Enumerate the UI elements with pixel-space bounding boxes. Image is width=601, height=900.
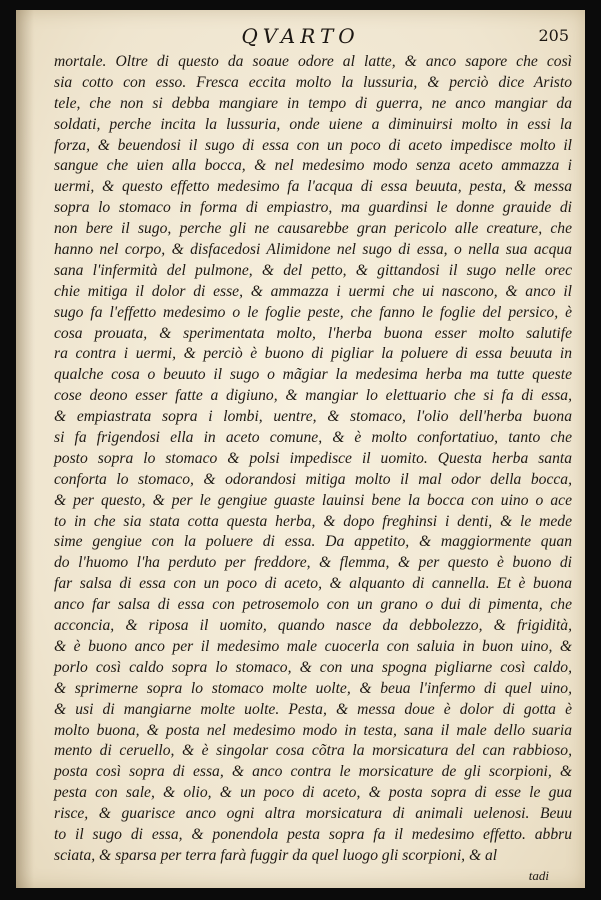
body-text — [54, 52, 572, 867]
text-line: mortale. Oltre di questo da soaue odore al latte, & anco sapore che così — [54, 53, 572, 70]
text-line: cose deono esser fatte a digiuno, & mangiar lo elettuario che si fa di essa, — [54, 387, 572, 405]
text-line: uermi, & questo effetto medesimo fa l'acqua di essa beuuta, pesta, & messa — [54, 178, 572, 196]
text-line: to il sugo di essa, & ponendola pesta sopra fa il medesimo effetto. abbru — [54, 825, 572, 843]
text-line: ra contra i uermi, & perciò è buono di pigliar la poluere di essa beuuta in — [54, 345, 572, 363]
text-line: chie mitiga il dolor di esse, & ammazza i uermi che ui nascono, & anco il — [54, 282, 572, 300]
catchword: tadi — [528, 868, 549, 883]
text-line: qualche cosa o beuuto il sugo o mãgiar la medesima herba ma tutte queste — [54, 366, 572, 384]
text-line: molto buona, & posta nel medesimo modo in testa, sana il male dello suaria — [54, 721, 572, 739]
running-head: QVARTO — [241, 24, 360, 48]
text-line: mento di ceruello, & è singolar cosa cõtra la morsicatura del can rabbioso, — [54, 742, 572, 760]
text-line: si fa frigendosi ella in aceto comune, & è molto confortatiuo, tanto che — [54, 429, 572, 447]
book-page — [16, 10, 585, 888]
text-line: cosa prouata, & sperimentata molto, l'herba buona esser molto salutife — [54, 324, 572, 342]
text-line: far salsa di essa con un poco di aceto, & alquanto di cannella. Et è buona — [54, 575, 572, 593]
gutter-shadow — [16, 10, 34, 888]
text-line: posta così sopra di essa, & anco contra le morsicature de gli scorpioni, & — [54, 763, 572, 781]
text-line: do l'huomo l'ha perduto per freddore, & flemma, & per questo è buono di — [54, 554, 572, 572]
text-line: soldati, perche incita la lussuria, onde uiene a diminuirsi molto in essi la — [54, 115, 572, 133]
text-line: acconcia, & riposa il uomito, quando nasce da debbolezzo, & frigidità, — [54, 617, 572, 635]
text-line: & sprimerne sopra lo stomaco molte uolte, & beua l'infermo di quel uino, — [54, 679, 572, 697]
text-line: sana l'infermità del pulmone, & del petto, & gittandosi il sugo nelle orec — [54, 261, 572, 279]
text-line: pesta con sale, & olio, & un poco di aceto, & posta sopra di esse le gua — [54, 784, 572, 802]
text-line: & empiastrata sopra i lombi, uentre, & stomaco, l'olio dell'herba buona — [54, 408, 572, 426]
text-line: sugo fa l'effetto medesimo o le foglie peste, che fanno le foglie del persico, è — [54, 303, 572, 321]
text-line: sopra lo stomaco in forma di empiastro, ma guardinsi le donne grauide di — [54, 199, 572, 217]
text-line: hanno nel corpo, & disfacedosi Alimidone nel sugo di essa, o nella sua acqua — [54, 241, 572, 259]
text-line: & è buono anco per il medesimo male cuocerla con saluia in buon uino, & — [54, 637, 572, 655]
page-header — [16, 22, 585, 52]
text-line: porlo così caldo sopra lo stomaco, & con una spogna pigliarne così caldo, — [54, 658, 572, 676]
text-line: sime gengiue con la poluere di essa. Da appetito, & maggiormente quan — [54, 533, 572, 551]
text-line: non bere il sugo, perche gli ne causarebbe gran pericolo alle creature, che — [54, 220, 572, 238]
text-line: anco far salsa di essa con petrosemolo con un grano o dui di pimenta, che — [54, 596, 572, 614]
text-line: risce, & guarisce anco ogni altra morsicatura di animali uelenosi. Beuu — [54, 805, 572, 823]
text-line: sangue che uien alla bocca, & nel medesimo modo senza aceto ammazza i — [54, 157, 572, 175]
text-line: posto sopra lo stomaco & polsi impedisce il uomito. Questa herba santa — [54, 449, 572, 467]
text-line: forza, & beuendosi il sugo di essa con un poco di aceto impedisce molto il — [54, 136, 572, 154]
text-line: sciata, & sparsa per terra farà fuggir da quel luogo gli scorpioni, & al — [54, 846, 498, 864]
text-line: to in che sia stata cotta questa herba, & dopo freghinsi i denti, & le mede — [54, 512, 572, 530]
text-line: conforta lo stomaco, & odorandosi mitiga molto il mal odor della bocca, — [54, 470, 572, 488]
text-line: & per questo, & per le gengiue guaste lauinsi bene la bocca con uino o ace — [54, 491, 572, 509]
text-line: sia cotto con esso. Fresca eccita molto la lussuria, & perciò dice Aristo — [54, 73, 572, 91]
text-line: tele, che non si debba mangiare in tempo di guerra, ne anco mangiar da — [54, 94, 572, 112]
text-line: & usi di mangiarne molte uolte. Pesta, & messa doue è dolor di gotta è — [54, 700, 572, 718]
page-number: 205 — [538, 26, 569, 45]
